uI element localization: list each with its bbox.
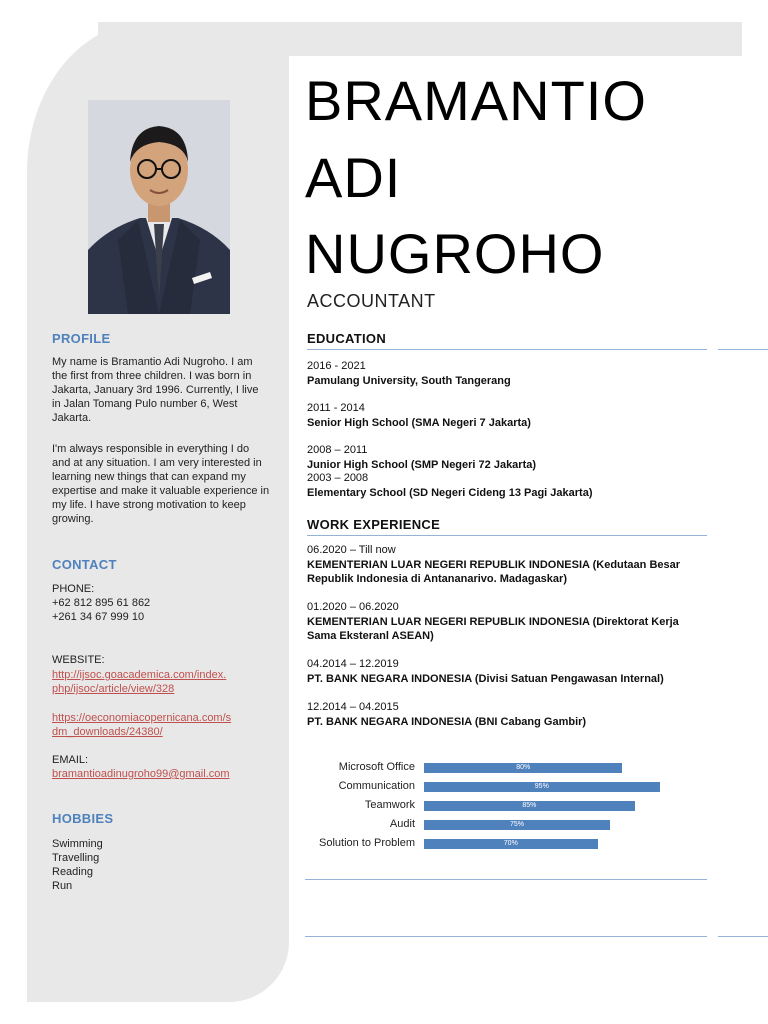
- skill-label: Microsoft Office: [338, 761, 415, 773]
- work-date: 04.2014 – 12.2019: [307, 658, 399, 670]
- skill-bar: [424, 763, 622, 773]
- work-date: 12.2014 – 04.2015: [307, 701, 399, 713]
- skill-row: [305, 779, 705, 793]
- work-date: 06.2020 – Till now: [307, 544, 396, 556]
- contact-heading: CONTACT: [52, 557, 117, 572]
- skill-row: [305, 798, 705, 812]
- hobby-item: Run: [52, 880, 73, 892]
- skill-bar: [424, 820, 610, 830]
- chart-bottom-divider: [305, 879, 707, 880]
- education-date: 2008 – 2011: [307, 444, 368, 456]
- education-divider-extension: [718, 349, 768, 350]
- skill-label: Solution to Problem: [319, 837, 415, 849]
- name-line-2: ADI: [305, 146, 402, 209]
- hobbies-heading: HOBBIES: [52, 811, 114, 826]
- skill-row: [305, 836, 705, 850]
- skill-value-label: 80%: [516, 764, 531, 771]
- phone-number-1: +62 812 895 61 862: [52, 597, 151, 609]
- skill-bar: [424, 839, 598, 849]
- profile-paragraph-1: My name is Bramantio Adi Nugroho. I am the first from three children. I was born in Jakarta, January 3rd 1996. Currently, I live in Jalan Tomang Pulo number 6, West Jakarta.: [52, 356, 259, 424]
- name-line-3: NUGROHO: [305, 222, 605, 285]
- education-date: 2011 - 2014: [307, 402, 365, 414]
- education-title: Senior High School (SMA Negeri 7 Jakarta): [307, 417, 531, 429]
- skill-row: [305, 817, 705, 831]
- education-date: 2016 - 2021: [307, 360, 366, 372]
- footer-divider-extension: [718, 936, 768, 937]
- skill-label: Audit: [389, 818, 415, 830]
- phone-number-2: +261 34 67 999 10: [52, 611, 145, 623]
- skill-row: [305, 760, 705, 774]
- website-label: WEBSITE:: [52, 654, 105, 666]
- hobby-item: Travelling: [52, 852, 100, 864]
- skill-label: Teamwork: [364, 799, 415, 811]
- website-link-1-line-1[interactable]: http://ijsoc.goacademica.com/index.: [52, 669, 227, 681]
- profile-heading: PROFILE: [52, 331, 111, 346]
- phone-label: PHONE:: [52, 583, 95, 595]
- hobby-item: Reading: [52, 866, 93, 878]
- education-divider: [307, 349, 707, 350]
- work-title: PT. BANK NEGARA INDONESIA (BNI Cabang Gambir): [307, 716, 587, 728]
- skill-label: Communication: [338, 780, 415, 792]
- website-link-1-line-2[interactable]: php/ijsoc/article/view/328: [52, 683, 175, 695]
- education-title: Junior High School (SMP Negeri 72 Jakarta): [307, 459, 537, 471]
- education-title: Elementary School (SD Negeri Cideng 13 Pagi Jakarta): [307, 487, 593, 499]
- work-experience-heading: WORK EXPERIENCE: [307, 517, 441, 532]
- skill-value-label: 95%: [534, 783, 549, 790]
- footer-divider: [305, 936, 707, 937]
- skill-bar: [424, 782, 660, 792]
- profile-paragraph-2: I'm always responsible in everything I do and at any situation. I am very interested in learning new things that can expand my expertise and make it valuable experience in my life. I have strong motivation to keep growing.: [52, 443, 270, 525]
- work-title: KEMENTERIAN LUAR NEGERI REPUBLIK INDONESIA (Kedutaan Besar Republik Indonesia di Antananarivo. Madagaskar): [307, 559, 681, 585]
- website-link-2-line-2[interactable]: dm_downloads/24380/: [52, 726, 163, 738]
- skill-value-label: 85%: [522, 802, 537, 809]
- portrait-illustration: [88, 100, 230, 314]
- skill-value-label: 75%: [509, 821, 524, 828]
- education-heading: EDUCATION: [307, 331, 387, 346]
- skill-bar: [424, 801, 635, 811]
- work-title: PT. BANK NEGARA INDONESIA (Divisi Satuan Pengawasan Internal): [307, 673, 664, 685]
- website-link-2-line-1[interactable]: https://oeconomiacopernicana.com/s: [52, 712, 232, 724]
- profile-photo: [88, 100, 230, 314]
- job-title: ACCOUNTANT: [307, 291, 436, 311]
- work-date: 01.2020 – 06.2020: [307, 601, 399, 613]
- skill-value-label: 70%: [503, 840, 518, 847]
- email-link[interactable]: bramantioadinugroho99@gmail.com: [52, 768, 230, 780]
- name-line-1: BRAMANTIO: [305, 69, 647, 132]
- hobby-item: Swimming: [52, 838, 103, 850]
- work-divider: [307, 535, 707, 536]
- email-label: EMAIL:: [52, 754, 89, 766]
- work-title: KEMENTERIAN LUAR NEGERI REPUBLIK INDONESIA (Direktorat Kerja Sama Eksteranl ASEAN): [307, 616, 679, 642]
- education-title: Pamulang University, South Tangerang: [307, 375, 511, 387]
- education-date: 2003 – 2008: [307, 472, 369, 484]
